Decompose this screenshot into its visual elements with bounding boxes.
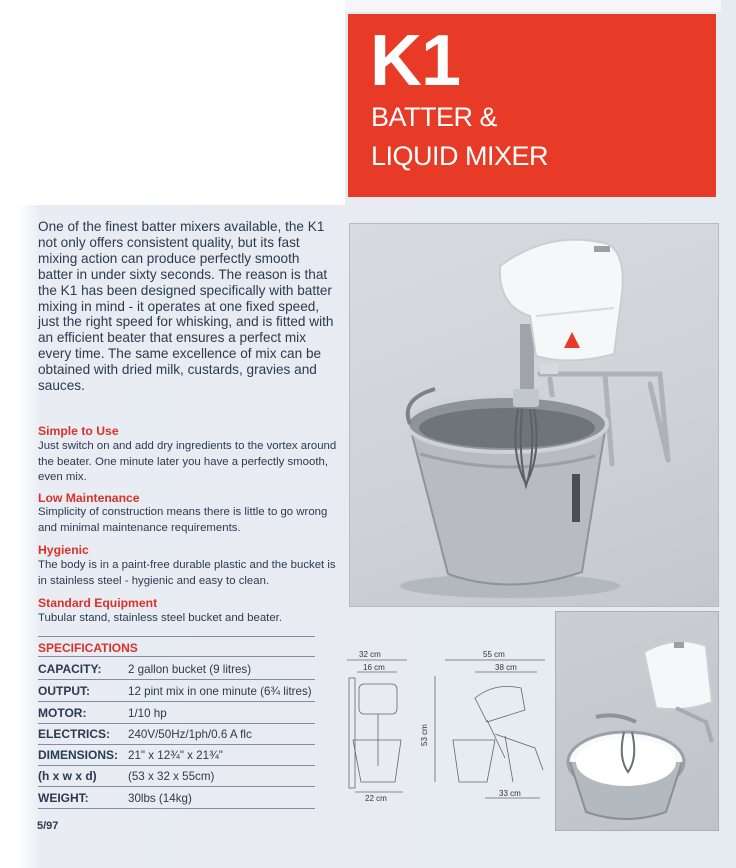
spec-divider [38, 701, 315, 702]
specifications-title: SPECIFICATIONS [38, 641, 138, 655]
dim-front-width-inner: 16 cm [363, 663, 385, 672]
spec-divider [38, 786, 315, 787]
dim-height: 53 cm [420, 724, 429, 746]
dimension-diagram [335, 648, 550, 808]
section-body-equipment: Tubular stand, stainless steel bucket and beater. [38, 612, 282, 624]
spec-divider [38, 636, 315, 637]
subtitle-line-2: LIQUID MIXER [371, 141, 549, 171]
dim-side-base: 33 cm [499, 789, 521, 798]
spec-value-motor: 1/10 hp [128, 707, 167, 720]
spec-value-hwd: (53 x 32 x 55cm) [128, 770, 215, 783]
spec-label-electrics: ELECTRICS: [38, 727, 110, 741]
spec-divider [38, 808, 315, 809]
spec-value-dimensions: 21" x 12¾" x 21¾" [128, 749, 223, 762]
section-body-hygienic: The body is in a paint-free durable plastic and the bucket is in stainless steel - hygienic and easy to clean. [38, 559, 336, 587]
section-body-simple: Just switch on and add dry ingredients to the vortex around the beater. One minute later you have a perfectly smooth, even mix. [38, 440, 337, 483]
spec-label-hwd: (h x w x d) [38, 769, 97, 783]
section-body-maintenance: Simplicity of construction means there is little to go wrong and minimal maintenance requirements. [38, 506, 328, 534]
section-heading-simple: Simple to Use [38, 424, 119, 438]
section-heading-equipment: Standard Equipment [38, 596, 158, 610]
mixer-illustration [350, 224, 718, 606]
model-title: K1 [370, 21, 461, 101]
mixing-photo [555, 611, 719, 831]
dim-front-base: 22 cm [365, 794, 387, 803]
spec-label-weight: WEIGHT: [38, 791, 89, 805]
spec-label-capacity: CAPACITY: [38, 662, 102, 676]
spec-divider [38, 765, 315, 766]
spec-value-output: 12 pint mix in one minute (6¾ litres) [128, 685, 312, 698]
spec-label-dimensions: DIMENSIONS: [38, 748, 119, 762]
mixing-illustration [556, 612, 718, 830]
top-left-blank [0, 0, 345, 205]
product-photo [349, 223, 719, 607]
spec-divider [38, 744, 315, 745]
spec-value-weight: 30lbs (14kg) [128, 792, 192, 805]
spec-label-motor: MOTOR: [38, 706, 87, 720]
dim-side-depth-inner: 38 cm [495, 663, 517, 672]
section-heading-maintenance: Low Maintenance [38, 491, 140, 505]
spec-divider [38, 679, 315, 680]
dim-side-depth-top: 55 cm [483, 650, 505, 659]
spec-label-output: OUTPUT: [38, 684, 90, 698]
spec-divider [38, 723, 315, 724]
title-block [348, 14, 716, 197]
spec-value-capacity: 2 gallon bucket (9 litres) [128, 663, 252, 676]
document-code: 5/97 [37, 820, 59, 832]
spec-value-electrics: 240V/50Hz/1ph/0.6 A flc [128, 728, 252, 741]
dim-front-width-top: 32 cm [359, 650, 381, 659]
header-strip [345, 0, 721, 12]
intro-paragraph: One of the finest batter mixers available, the K1 not only offers consistent quality, but its fast mixing action can produce perfectly smooth batter in under sixty seconds. The reason is that the K1 has been designed specifically with batter mixing in mind - it operates at one fixed speed, just the right speed for whisking, and is fitted with an efficient beater that ensures a perfect mix every time. The same excellence of mix can be obtained with dried milk, custards, gravies and sauces. [38, 219, 334, 394]
spec-divider [38, 656, 315, 657]
section-heading-hygienic: Hygienic [38, 543, 89, 557]
subtitle-line-1: BATTER & [371, 102, 498, 132]
